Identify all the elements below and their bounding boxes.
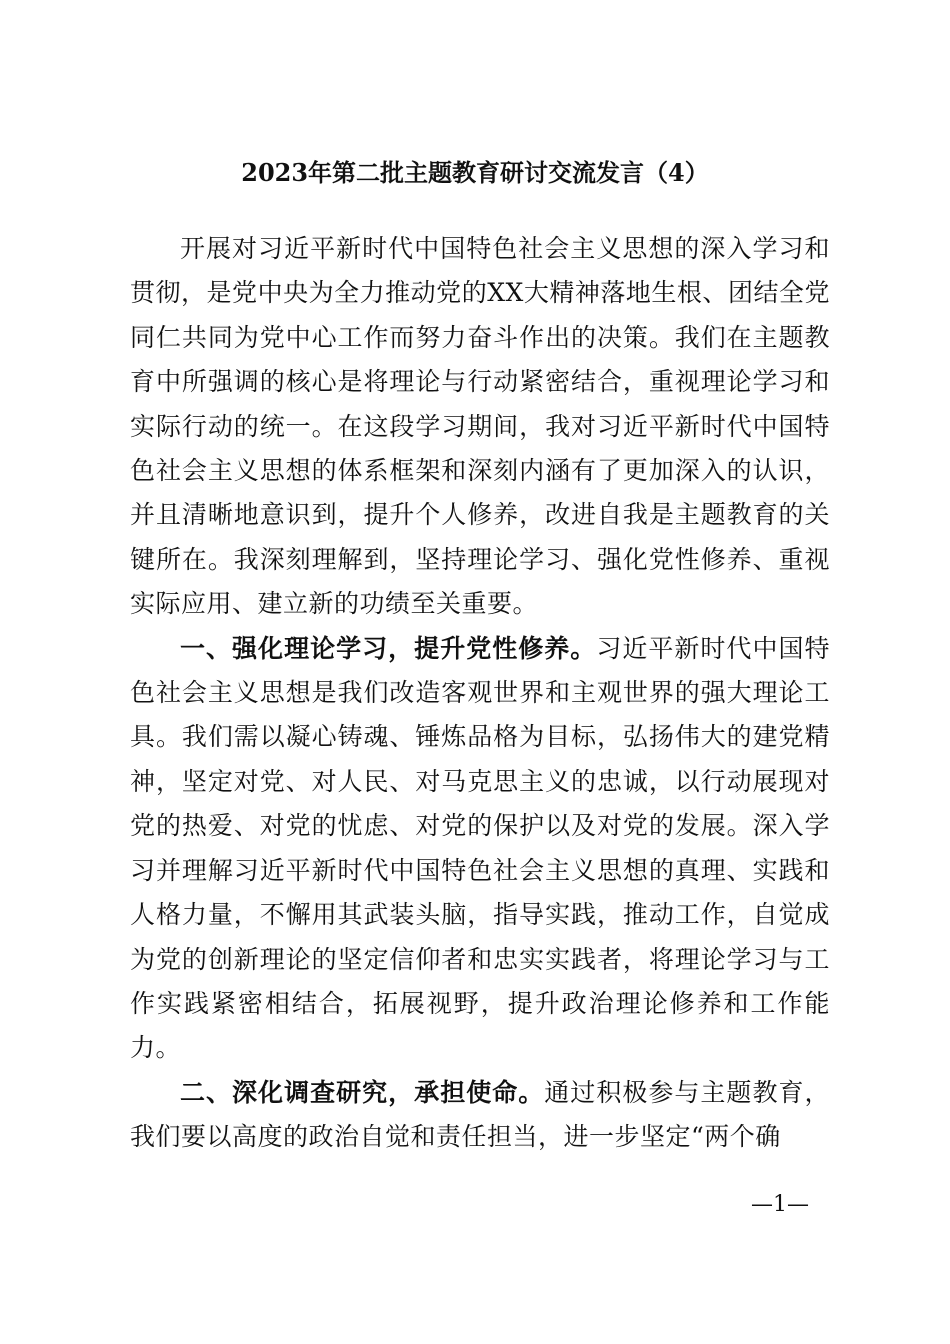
- section-one-paragraph: [130, 627, 830, 1071]
- section-two-text: 通过积极参与主题教育，我们要以高度的政治自觉和责任担当，进一步坚定“两个确: [130, 1077, 830, 1152]
- section-two-paragraph: [130, 1071, 830, 1160]
- page-number: —1—: [751, 1192, 809, 1217]
- section-one-text: 习近平新时代中国特色社会主义思想是我们改造客观世界和主观世界的强大理论工具。我们需以凝心铸魂、锤炼品格为目标，弘扬伟大的建党精神，坚定对党、对人民、对马克思主义的忠诚，以行动展现对党的热爱、对党的忧虑、对党的保护以及对党的发展。深入学习并理解习近平新时代中国特色社会主义思想的真理、实践和人格力量，不懈用其武装头脑，指导实践，推动工作，自觉成为党的创新理论的坚定信仰者和忠实实践者，将理论学习与工作实践紧密相结合，拓展视野，提升政治理论修养和工作能力。: [130, 633, 830, 1063]
- document-body: [130, 227, 830, 1160]
- section-one-heading: 一、强化理论学习，提升党性修养。: [180, 633, 597, 663]
- intro-paragraph-text: 开展对习近平新时代中国特色社会主义思想的深入学习和贯彻，是党中央为全力推动党的XX大精神落地生根、团结全党同仁共同为党中心工作而努力奋斗作出的决策。我们在主题教育中所强调的核心是将理论与行动紧密结合，重视理论学习和实际行动的统一。在这段学习期间，我对习近平新时代中国特色社会主义思想的体系框架和深刻内涵有了更加深入的认识，并且清晰地意识到，提升个人修养，改进自我是主题教育的关键所在。我深刻理解到，坚持理论学习、强化党性修养、重视实际应用、建立新的功绩至关重要。: [130, 234, 830, 619]
- document-title: 2023年第二批主题教育研讨交流发言（4）: [241, 158, 709, 187]
- intro-paragraph: [130, 227, 830, 627]
- section-two-heading: 二、深化调查研究，承担使命。: [180, 1077, 545, 1107]
